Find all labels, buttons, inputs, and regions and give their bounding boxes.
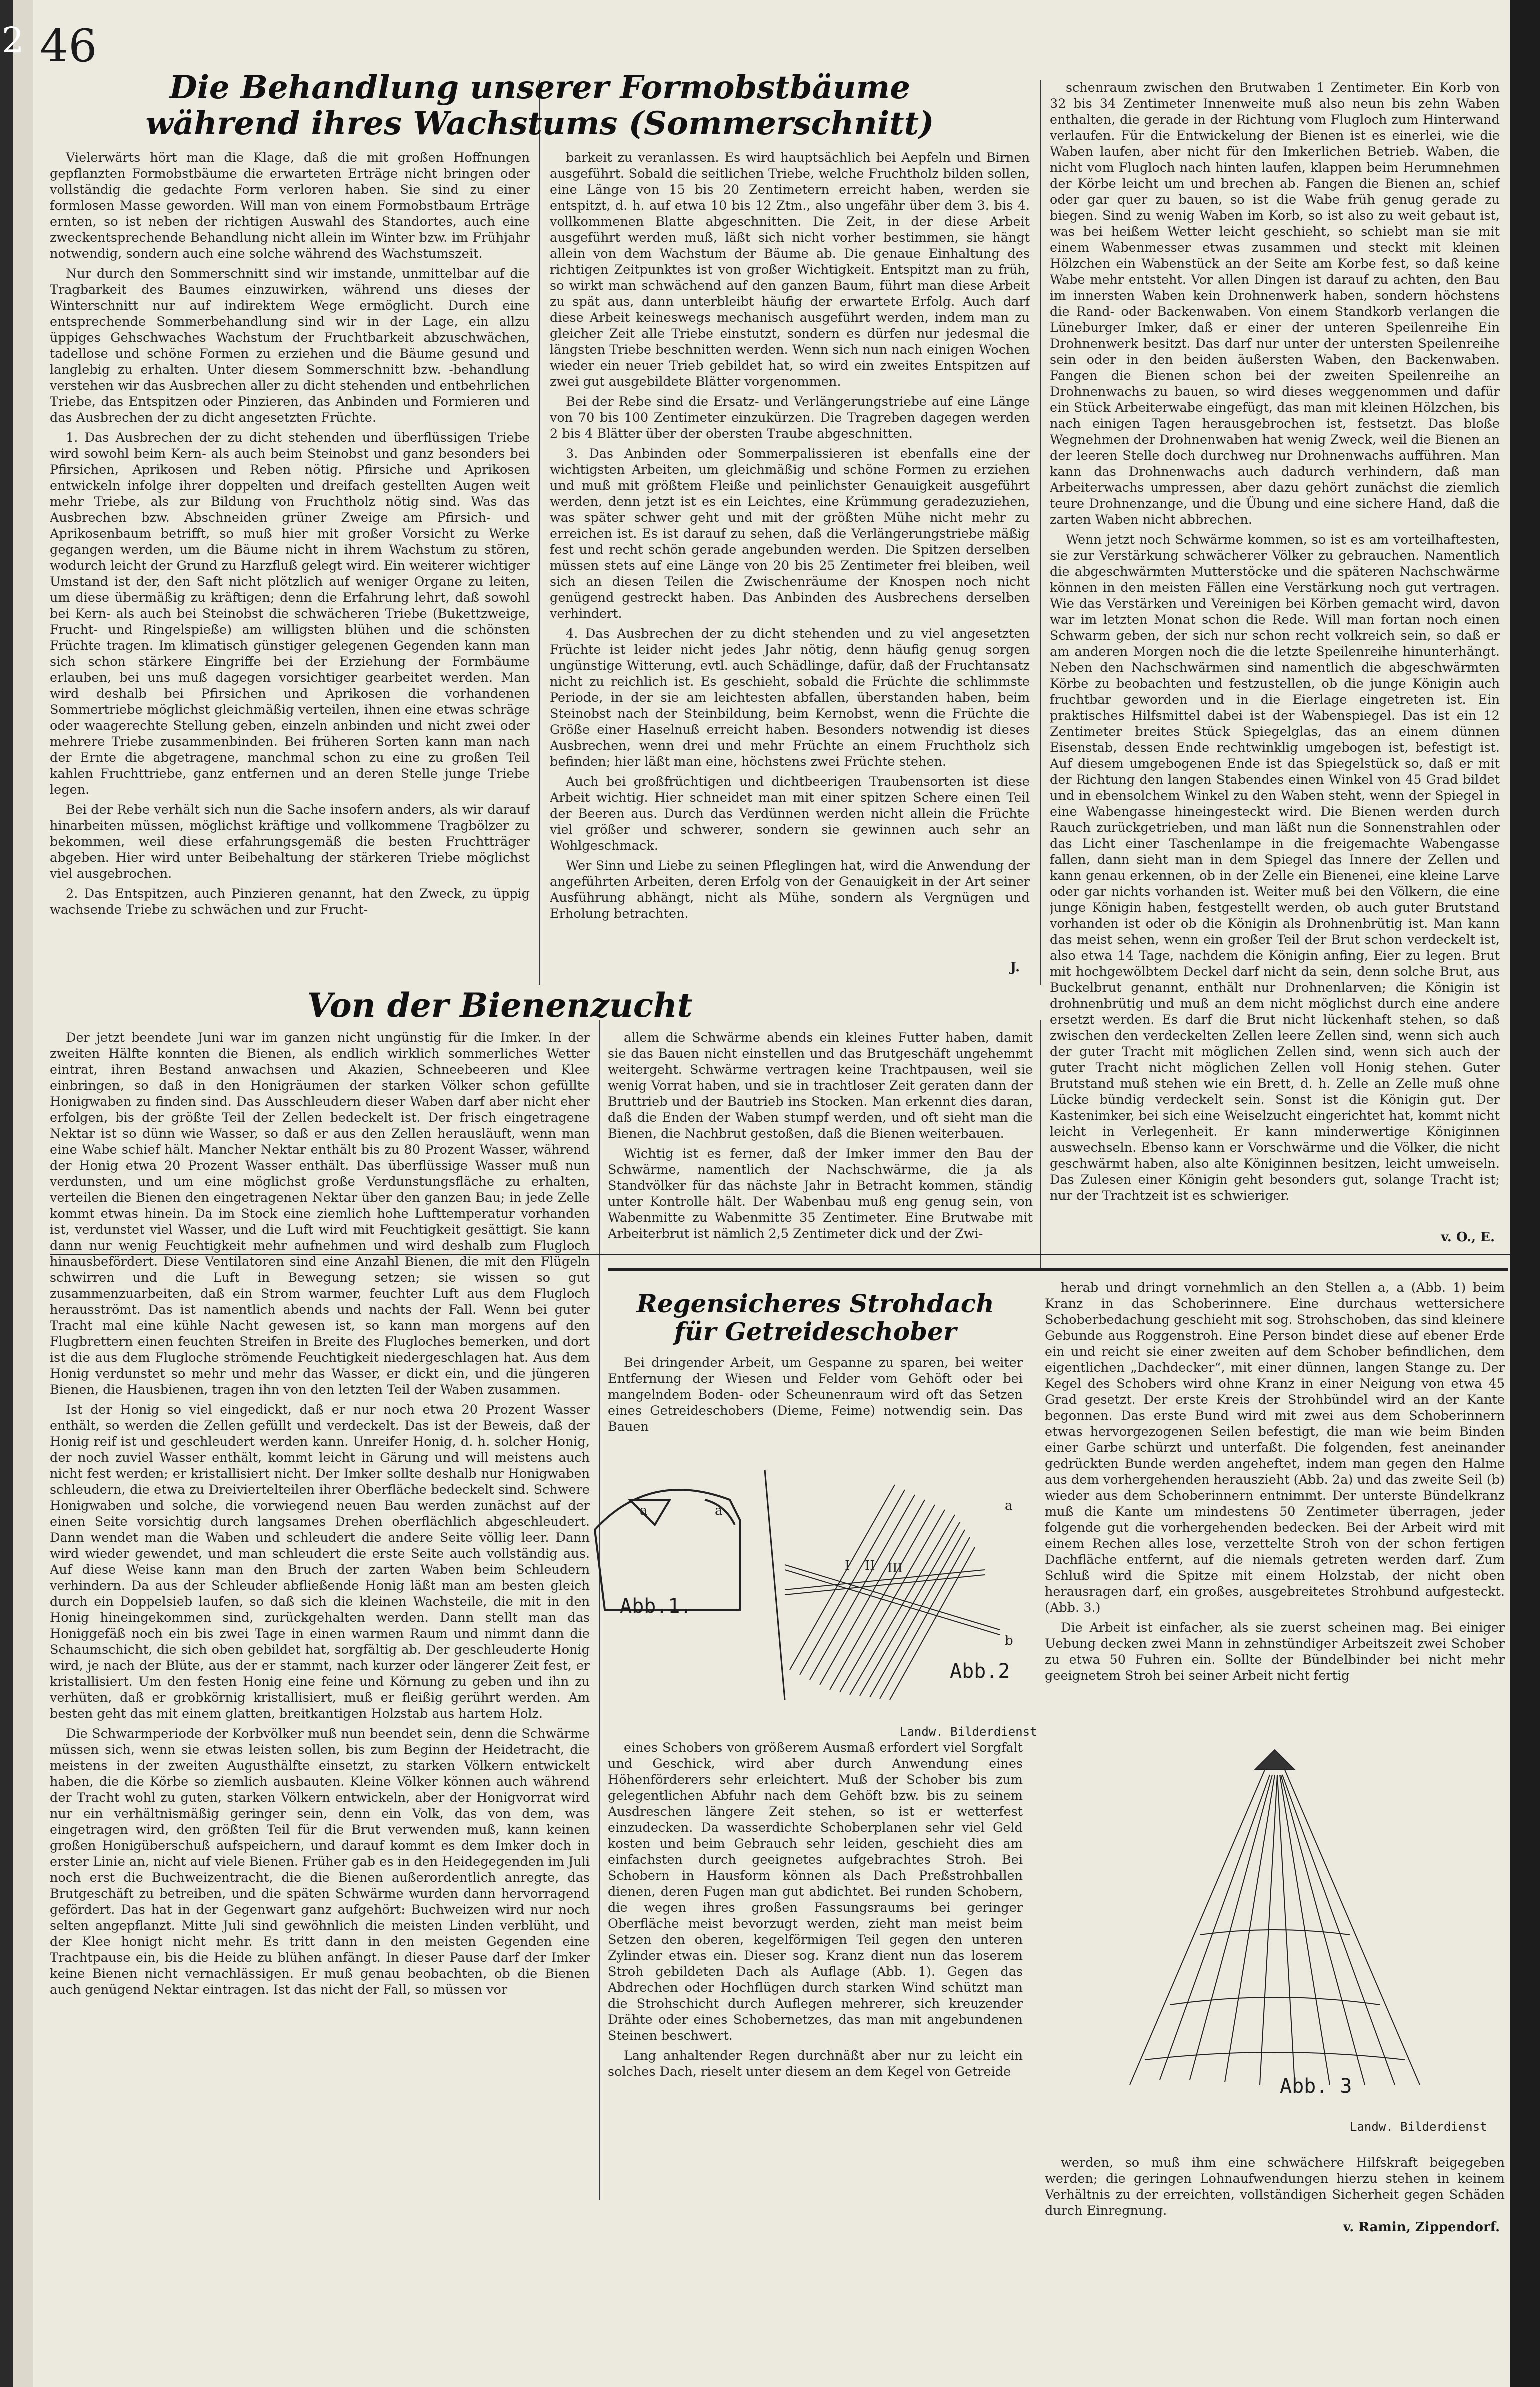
article1-column1 [50,150,530,990]
abb1-schober-outline [595,1490,740,1610]
article1-paragraph: barkeit zu veranlassen. Es wird hauptsächlich bei Aepfeln und Birnen ausgeführt. Sobald die seitlichen Triebe, welche Fruchtholz bilden sollen, eine Länge von 15 bis 20 Zentimetern erreicht haben, werden sie entspitzt, d. h. auf etwa 10 bis 12 Ztm., also ungefähr über dem 3. bis 4. vollkommenen Blatte abgeschnitten. Die Zeit, in der diese Arbeit ausgeführt werden muß, läßt sich nicht vorher bestimmen, sie hängt allein von dem Wachstum der Bäume ab. Die genaue Einhaltung des richtigen Zeitpunktes ist von großer Wichtigkeit. Entspitzt man zu früh, so wirkt man schwächend auf den ganzen Baum, führt man diese Arbeit zu spät aus, dann unterbleibt häufig der erwartete Erfolg. Auch darf diese Arbeit keineswegs mechanisch ausgeführt werden, indem man zu gleicher Zeit alle Triebe einstutzt, sondern es dürfen nur jedesmal die längsten Triebe beschnitten werden. Wenn sich nun nach einigen Wochen wieder ein neuer Trieb gebildet hat, so wird ein zweites Entspitzen auf zwei gut ausgebildete Blätter vorgenommen. [550,150,1030,390]
article1-paragraph: Bei der Rebe verhält sich nun die Sache insofern anders, als wir darauf hinarbeiten müssen, möglichst kräftige und vollkommene Tragbölzer zu bekommen, weil diese erfahrungsgemäß die besten Fruchtträger abgeben. Hier wird unter Beibehaltung der stärkeren Triebe möglichst viel ausgebrochen. [50,802,530,882]
article1-paragraph: 1. Das Ausbrechen der zu dicht stehenden und überflüssigen Triebe wird sowohl beim Kern- als auch beim Steinobst und ganz besonders bei Pfirsichen, Aprikosen und Reben nötig. Pfirsiche und Aprikosen entwickeln infolge ihrer doppelten und dreifach gestellten Augen weit mehr Triebe, als zur Bildung von Fruchtholz nötig sind. Was das Ausbrechen bzw. Abschneiden grüner Zweige am Pfirsich- und Aprikosenbaum betrifft, so muß hier mit großer Vorsicht zu Werke gegangen werden, um die Bäume nicht in ihrem Wachstum zu stören, wodurch leicht der Grund zu Harzfluß gelegt wird. Ein weiterer wichtiger Umstand ist der, den Saft nicht plötzlich auf weniger Organe zu leiten, um diese übermäßig zu kräftigen; denn die Erfahrung lehrt, daß sowohl bei Kern- als auch bei Steinobst die schwächeren Triebe (Bukettzweige, Frucht- und Ringelspieße) am willigsten blühen und die schönsten Früchte tragen. Im klimatisch günstiger gelegenen Gegenden kann man sich schon stärkere Eingriffe bei der Erziehung der Formbäume erlauben, bei uns muß dagegen vorsichtiger gearbeitet werden. Man wird deshalb bei Pfirsichen und Aprikosen die vorhandenen Sommertriebe möglichst gleichmäßig verteilen, ihnen eine etwas schräge oder waagerechte Stellung geben, einzeln anbinden und nicht zwei oder mehrere Triebe zusammenbinden. Bei früheren Sorten kann man nach der Ernte die abgetragene, manchmal schon zu eine zu großen Teil kahlen Fruchttriebe, ganz entfernen und an deren Stelle junge Triebe legen. [50,430,530,798]
article3-headline [608,1290,1023,1346]
section-divider-bold [608,1268,1508,1271]
svg-text:II: II [865,1558,876,1574]
article3-paragraph: Die Arbeit ist einfacher, als sie zuerst scheinen mag. Bei einiger Uebung decken zwei Mann in zehnstündiger Arbeitszeit zwei Schober zu etwa 50 Fuhren ein. Sollte der Bündelbinder bei nicht mehr geeignetem Stroh bei seiner Arbeit nicht fertig [1045,1620,1505,1684]
article2-column2 [608,1030,1033,1240]
abb2-credit: Landw. Bilderdienst [900,1725,1038,1739]
article3-paragraph: werden, so muß ihm eine schwächere Hilfskraft beigegeben werden; die geringen Lohnaufwendungen hierzu stehen in keinem Verhältnis zu der erreichten, vollständigen Sicherheit gegen Schäden durch Einregnung. [1045,2156,1505,2218]
article2-paragraph: schenraum zwischen den Brutwaben 1 Zentimeter. Ein Korb von 32 bis 34 Zentimeter Innenweite muß also neun bis zehn Waben enthalten, die gerade in der Richtung vom Flugloch zum Hinterwand verlaufen. Für die Entwickelung der Bienen ist es einerlei, wie die Waben laufen, aber nicht für den Imkerlichen Betrieb. Waben, die nicht vom Flugloch nach hinten laufen, klappen beim Herumnehmen der Körbe leicht um und brechen ab. Fangen die Bienen an, schief oder gar quer zu bauen, so ist die Wabe früh genug gerade zu biegen. Sind zu wenig Waben im Korb, so ist also zu weit gebaut ist, was bei heißem Wetter leicht geschieht, so schiebt man sie mit einem Wabenmesser etwas zusammen und steckt mit kleinen Hölzchen ein Wabenstück an der Seite am Korbe fest, so daß keine Wabe mehr entsteht. Vor allen Dingen ist darauf zu achten, den Bau im innersten Waben kein Drohnenwerk haben, sondern höchstens die Rand- oder Backenwaben. Von einem Standkorb verlangen die Lüneburger Imker, daß er einer der unteren Speilenreihe Ein Drohnenwerk besitzt. Das darf nur unter der untersten Speilenreihe sein oder in den beiden äußersten Waben, den Backenwaben. Fangen die Bienen schon bei der zweiten Speilenreihe an Drohnenwachs zu bauen, so wird dieses weggenommen und dafür ein Stück Arbeiterwabe eingefügt, das man mit kleinen Hölzchen, bis nach einigen Tagen herausgebrochen ist, festsetzt. Das bloße Wegnehmen der Drohnenwaben hat wenig Zweck, weil die Bienen an der leeren Stelle doch durchweg nur Drohnenwachs aufführen. Man kann das Drohnenwachs auch dadurch verhindern, daß man Arbeiterwachs umpressen, aber dazu gehört zunächst die ziemlich teure Drohnenzange, und die Übung und eine sichere Hand, daß die zarten Waben nicht abbrechen. [1050,80,1500,528]
article1-title-line1: Die Behandlung unserer Formobstbäume [170,69,910,106]
article2-column3 [1050,80,1500,1225]
article3-closing [1045,2155,1505,2220]
article2-column1 [50,1030,590,2220]
abb3-thatched-schober [1130,1750,1420,2085]
article1-paragraph: Bei der Rebe sind die Ersatz- und Verlängerungstriebe auf eine Länge von 70 bis 100 Zentimeter einzukürzen. Die Tragreben dagegen werden 2 bis 4 Blätter über der obersten Traube abgeschnitten. [550,394,1030,442]
article1-paragraph: 2. Das Entspitzen, auch Pinzieren genannt, hat den Zweck, zu üppig wachsende Triebe zu schwächen und zur Frucht- [50,886,530,918]
article2-paragraph: Die Schwarmperiode der Korbvölker muß nun beendet sein, denn die Schwärme müssen sich, wenn sie etwas leisten sollen, bis zum Beginn der Heidetracht, die meistens in der zweiten Augusthälfte einsetzt, zu starken Völkern entwickelt haben, die die Körbe so ziemlich ausbauten. Kleine Völker können auch während der Tracht wohl zu guten, starken Völkern entwickeln, aber der Honigvorrat wird nur ein verhältnismäßig geringer sein, denn ein Volk, das von dem, was eingetragen wird, den größten Teil für die Brut verwenden muß, kann keinen großen Honigüberschuß aufspeichern, und darauf kommt es dem Imker doch in erster Linie an, nicht auf viele Bienen. Früher gab es in den Heidegegenden im Juli noch erst die Buchweizentracht, die die Bienen außerordentlich anregte, das Brutgeschäft zu betreiben, und die späten Schwärme wurden dann hervorragend gefördert. Das hat in der Gegenwart ganz aufgehört: Buchweizen wird nur noch selten angepflanzt. Mitte Juli sind gewöhnlich die meisten Linden verblüht, und der Klee honigt nicht mehr. Es tritt dann in den meisten Gegenden eine Trachtpause ein, bis die Heide zu blühen anfängt. In dieser Pause darf der Imker keine Bienen nicht vernachlässigen. Er muß genau beobachten, ob die Bienen auch genügend Nektar eintragen. Ist das nicht der Fall, so müssen vor [50,1726,590,1998]
article1-paragraph: 4. Das Ausbrechen der zu dicht stehenden und zu viel angesetzten Früchte ist leider nicht jedes Jahr nötig, denn häufig genug sorgen ungünstige Witterung, evtl. auch Schädlinge, dafür, daß der Fruchtansatz nicht zu reichlich ist. Es geschieht, sobald die Früchte die schlimmste Periode, in der sie am leichtesten abfallen, überstanden haben, beim Steinobst nach der Steinbildung, beim Kernobst, wenn die Früchte die Größe einer Haselnuß erreicht haben. Besonders notwendig ist dieses Ausbrechen, wenn drei und mehr Früchte an einem Fruchtholz sich befinden; hier läßt man eine, höchstens zwei Früchte stehen. [550,626,1030,770]
page-number-left: 2 [2,20,24,61]
article2-paragraph: Wichtig ist es ferner, daß der Imker immer den Bau der Schwärme, namentlich der Nachschwärme, die ja als Standvölker für das nächste Jahr in Betracht kommen, ständig unter Kontrolle hält. Der Wabenbau muß eng genug sein, von Wabenmitte zu Wabenmitte 35 Zentimeter. Eine Brutwabe mit Arbeiterbrut ist nämlich 2,5 Zentimeter dick und der Zwi- [608,1146,1033,1240]
article2-headline: Von der Bienenzucht [307,986,693,1025]
page-edge-right [1510,0,1540,2387]
svg-text:a: a [640,1504,648,1518]
article3-column1 [608,1740,1023,2200]
article2-paragraph: Ist der Honig so viel eingedickt, daß er nur noch etwa 20 Prozent Wasser enthält, so werden die Zellen gefüllt und verdeckelt. Das ist der Beweis, daß der Honig reif ist und geschleudert werden kann. Unreifer Honig, d. h. solcher Honig, der noch zuviel Wasser enthält, kommt leicht in Gärung und will meistens auch nicht fest werden; er kristallisiert nicht. Der Imker sollte deshalb nur Honigwaben schleudern, die etwa zu Dreiviertelteilen ihrer Oberfläche bedeckelt sind. Schwere Honigwaben und solche, die vorwiegend neuen Bau werden zunächst auf der einen Seite vorsichtig durch langsames Drehen oberflächlich abgeschleudert. Dann wendet man die Waben und schleudert die andere Seite völlig leer. Dann wird wieder gewendet, und man schleudert die erste Seite auch vollständig aus. Auf diese Weise kann man den Bruch der zarten Waben beim Schleudern verhindern. Da aus der Schleuder abfließende Honig läßt man am besten gleich durch ein Doppelsieb laufen, so daß sich die kleinen Wachsteile, die mit in den Honig hineingekommen sind, zurückgehalten werden. Dann stellt man das Honiggefäß noch ein bis zwei Tage in einen warmen Raum und nimmt dann die Schaumschicht, die sich oben gebildet hat, sorgfältig ab. Der geschleuderte Honig wird, je nach der Blüte, aus der er stammt, nach kurzer oder längerer Zeit fest, er kristallisiert. Um den festen Honig eine feine und Körnung zu geben und ihn zu verhüten, daß er grobkörnig kristallisiert, muß er fleißig gerührt werden. Am besten geht das mit einem glatten, breitkantigen Holzstab aus hartem Holz. [50,1402,590,1722]
article1-title-line2: während ihres Wachstums (Sommerschnitt) [146,104,934,142]
figure-abb3 [1100,1735,1450,2135]
article1-paragraph: Vielerwärts hört man die Klage, daß die mit großen Hoffnungen gepflanzten Formobstbäume die erwarteten Erträge nicht bringen oder vollständig die gedachte Form verloren haben. Sie sind zu einer formlosen Masse geworden. Will man von einem Formobstbaum Erträge ernten, so ist neben der richtigen Auswahl des Standortes, auch eine zweckentsprechende Behandlung nicht allein im Winter bzw. im Frühjahr notwendig, sondern auch eine solche während des Wachstumszeit. [50,150,530,262]
svg-text:a: a [715,1504,723,1518]
article3-paragraph: herab und dringt vornehmlich an den Stellen a, a (Abb. 1) beim Kranz in das Schoberinnere. Eine durchaus wettersichere Schoberbedachung geschieht mit sog. Strohschoben, das sind kleinere Gebunde aus Roggenstroh. Eine Person bindet diese auf ebener Erde ein und reicht sie einer zweiten auf dem Schober befindlichen, dem eigentlichen „Dachdecker“, mit einer dünnen, langen Stange zu. Der Kegel des Schobers wird ohne Kranz in einer Neigung von etwa 45 Grad gesetzt. Der erste Kreis der Strohbündel wird an der Kante begonnen. Das erste Bund wird mit zwei aus dem Schoberinnern etwas hervorgezogenen Seilen befestigt, die man wie beim Binden einer Garbe schürzt und unterfaßt. Die folgenden, fest aneinander gedrückten Bunde werden angeheftet, indem man gegen den Halme aus dem vorhergehenden herauszieht (Abb. 2a) und das zweite Seil (b) wieder aus dem Schoberinnern entnimmt. Der unterste Bündelkranz muß die Kante um mindestens 50 Zentimeter überragen, jeder folgende gut die vorhergehenden bedecken. Bei der Arbeit wird mit einem Rechen alles lose, verzettelte Stroh von der schon fertigen Dachfläche entfernt, auf die niemals getreten werden darf. Zum Schluß wird die Spitze mit einem Holzstab, der nicht oben herausragen darf, ein großes, ausgebreitetes Strohbund aufgesteckt. (Abb. 3.) [1045,1280,1505,1616]
abb3-label: Abb. 3 [1280,2075,1352,2098]
article1-paragraph: 3. Das Anbinden oder Sommerpalissieren ist ebenfalls eine der wichtigsten Arbeiten, um gleichmäßig und schöne Formen zu erziehen und muß mit größtem Fleiße und peinlichster Genauigkeit ausgeführt werden, denn jetzt ist es ein Leichtes, eine Krümmung geradezuziehen, was später schwer geht und mit der größten Mühe nicht mehr zu erreichen ist. Es ist darauf zu sehen, daß die Verlängerungstriebe mäßig fest und recht schön gerade angebunden werden. Die Spitzen derselben müssen stets auf eine Länge von 20 bis 25 Zentimeter frei bleiben, weil sich an diesen Teilen die Zwischenräume der Knospen noch nicht genügend gestreckt haben. Das Anbinden des Ausbrechens derselben verhindert. [550,446,1030,622]
article2-paragraph: Der jetzt beendete Juni war im ganzen nicht ungünstig für die Imker. In der zweiten Hälfte konnten die Bienen, als endlich wirklich sommerliches Wetter eintrat, ihren Bestand anwachsen und Akazien, Schneebeeren und Klee einbringen, so daß in den Honigräumen der starken Völker schon gefüllte Honigwaben zu finden sind. Das Ausschleudern dieser Waben darf aber nicht eher erfolgen, bis der größte Teil der Zellen bedeckelt ist. Der frisch eingetragene Nektar ist so dünn wie Wasser, so daß er aus den Zellen herausläuft, wenn man eine Wabe schief hält. Mancher Nektar enthält bis zu 80 Prozent Wasser, während der Honig etwa 20 Prozent Wasser enthält. Das überflüssige Wasser muß nun verdunsten, und um eine möglichst große Verdunstungsfläche zu erhalten, verteilen die Bienen den eingetragenen Nektar über den ganzen Bau; in jede Zelle kommt etwas hinein. Da im Stock eine ziemlich hohe Lufttemperatur vorhanden ist, verdunstet viel Wasser, und die Luft wird mit Feuchtigkeit gesättigt. Sie kann dann nur wenig Feuchtigkeit mehr aufnehmen und wird deshalb zum Flugloch hinausbefördert. Diese Ventilatoren sind eine Anzahl Bienen, die mit den Flügeln schwirren und die Luft in Bewegung setzen; sie wissen so gut zusammenzuarbeiten, daß ein Strom warmer, feuchter Luft aus dem Flugloch herausströmt. Das ist namentlich abends und nachts der Fall. Wenn bei guter Tracht mal eine kühle Nacht gewesen ist, so kann man morgens auf den Flugbrettern einen feuchten Streifen in Breite des Flugloches bemerken, und dort ist die aus dem Flugloche strömende Feuchtigkeit niedergeschlagen hat. Aus dem Honig verdunstet so mehr und mehr das Wasser, er dickt ein, und die jüngeren Bienen, die Hausbienen, tragen ihn von den letzten Teil der Waben zusammen. [50,1030,590,1398]
article1-signature: J. [1010,960,1020,975]
article3-paragraph: Bei dringender Arbeit, um Gespanne zu sparen, bei weiter Entfernung der Wiesen und Felder vom Gehöft oder bei mangelndem Boden- oder Scheunenraum wird oft das Setzen eines Getreideschobers (Dieme, Feime) notwendig sein. Das Bauen [608,1356,1023,1434]
article3-column2 [1045,1280,1505,1730]
article1-column2 [550,150,1030,970]
article3-title-line1: Regensicheres Strohdach [636,1289,994,1318]
article1-headline [60,70,1020,142]
article3-paragraph: eines Schobers von größerem Ausmaß erfordert viel Sorgfalt und Geschick, wird aber durch Anwendung eines Höhenförderers sehr erleichtert. Muß der Schober bis zum gelegentlichen Abfuhr nach dem Gehöft bzw. bis zu seinem Ausdreschen längere Zeit stehen, so ist er wetterfest einzudecken. Da wasserdichte Schoberplanen sehr viel Geld kosten und beim Gebrauch sehr leiden, geschieht dies am einfachsten durch geeignetes aufgebrachtes Stroh. Bei Schobern in Hausform können als Dach Preßstrohballen dienen, deren Fugen man gut abdichtet. Bei runden Schobern, die wegen ihres großen Fassungsraums bei geringer Oberfläche meist bevorzugt werden, zieht man meist beim Setzen den oberen, kegelförmigen Teil gegen den unteren Zylinder etwas ein. Dieser sog. Kranz dient nun das loserem Stroh gebildeten Dach als Auflage (Abb. 1). Gegen das Abdrechen oder Hochflügen durch starken Wind schützt man die Strohschicht durch Auflegen mehrerer, sich kreuzender Drähte oder eines Schobernetzes, das man mit angebundenen Steinen beschwert. [608,1740,1023,2044]
svg-text:I: I [845,1558,850,1574]
article3-signature: v. Ramin, Zippendorf. [1343,2220,1500,2235]
page-gutter [13,0,33,2387]
column-rule [1040,80,1042,985]
page-number: 46 [40,20,98,72]
abb2-label: Abb.2 [950,1660,1010,1683]
article2-paragraph: allem die Schwärme abends ein kleines Futter haben, damit sie das Bauen nicht einstellen und das Brutgeschäft ungehemmt weitergeht. Schwärme vertragen keine Trachtpausen, weil sie wenig Vorrat haben, und sie in trachtloser Zeit geraten dann der Bruttrieb und der Bautrieb ins Stocken. Man erkennt dies daran, daß die Enden der Waben stumpf werden, und oft sieht man die Bienen, die Nachbrut gestoßen, daß die Bienen weiterbauen. [608,1030,1033,1142]
svg-text:b: b [1005,1634,1014,1648]
article1-paragraph: Wer Sinn und Liebe zu seinen Pfleglingen hat, wird die Anwendung der angeführten Arbeiten, deren Erfolg von der Genauigkeit in der Art seiner Ausführung abhängt, nicht als Mühe, sondern als Vergnügen und Erholung betrachten. [550,858,1030,922]
svg-text:III: III [888,1561,903,1576]
article3-paragraph: Lang anhaltender Regen durchnäßt aber nur zu leicht ein solches Dach, rieselt unter diesem an dem Kegel von Getreide [608,2048,1023,2080]
abb3-credit: Landw. Bilderdienst [1350,2120,1488,2134]
abb1-label: Abb.1. [620,1595,692,1618]
page-edge-left [0,0,13,2387]
article1-paragraph: Auch bei großfrüchtigen und dichtbeerigen Traubensorten ist diese Arbeit wichtig. Hier schneidet man mit einer spitzen Schere einen Teil der Beeren aus. Durch das Verdünnen werden nicht allein die Früchte viel größer und schwerer, sondern sie gewinnen auch sehr an Wohlgeschmack. [550,774,1030,854]
article2-signature: v. O., E. [1441,1230,1495,1245]
article1-paragraph: Nur durch den Sommerschnitt sind wir imstande, unmittelbar auf die Tragbarkeit des Baumes einzuwirken, während uns dieses der Winterschnitt nur auf indirektem Wege ermöglicht. Durch eine entsprechende Sommerbehandlung sind wir in der Lage, ein allzu üppiges Gehschwaches Wachstum der Fruchtbarkeit abzuschwächen, tadellose und schöne Formen zu erziehen und die Bäume gesund und langlebig zu erhalten. Unter diesem Sommerschnitt bzw. -behandlung verstehen wir das Ausbrechen aller zu dicht stehenden und entbehrlichen Triebe, das Entspitzen oder Pinzieren, das Anbinden und Formieren und das Ausbrechen der zu dicht angesetzten Früchte. [50,266,530,426]
article2-paragraph: Wenn jetzt noch Schwärme kommen, so ist es am vorteilhaftesten, sie zur Verstärkung schwächerer Völker zu gebrauchen. Namentlich die abgeschwärmten Mutterstöcke und die späteren Nachschwärme können in den meisten Fällen eine Verstärkung noch gut vertragen. Wie das Verstärken und Vereinigen bei Körben gemacht wird, davon war im letzten Monat schon die Rede. Will man fortan noch einen Schwarm geben, der sich nur schon recht volkreich sein, so daß er am anderen Morgen noch die die letzte Speilenreihe hinunterhängt. Neben den Nachschwärmen sind namentlich die abgeschwärmten Körbe zu beobachten und festzustellen, ob die junge Königin auch fruchtbar geworden und in die Eierlage eingetreten ist. Ein praktisches Hilfsmittel dabei ist der Wabenspiegel. Das ist ein 12 Zentimeter breites Stück Spiegelglas, das an einem dünnen Eisenstab, dessen Ende rechtwinklig umgebogen ist, befestigt ist. Auf diesem umgebogenen Ende ist das Spiegelstück so, daß er mit der Richtung den langen Stabendes einen Winkel von 45 Grad bildet und in ebensolchem Winkel zu den Waben steht, wenn der Spiegel in eine Wabengasse hineingesteckt wird. Die Bienen werden durch Rauch zurückgetrieben, und man läßt nun die Sonnenstrahlen oder das Licht einer Taschenlampe in die freigemachte Wabengasse fallen, dann sieht man in dem Spiegel das Innere der Zellen und kann genau erkennen, ob in der Zelle ein Bienenei, eine kleine Larve oder gar nichts vorhanden ist. Weiter muß bei den Völkern, die eine junge Königin haben, festgestellt werden, ob auch guter Brutstand vorhanden ist oder ob die Königin als Drohnenbrütig ist. Man kann das meist sehen, wenn ein großer Teil der Brut schon verdeckelt ist, also etwa 14 Tage, nachdem die Königin anfing, Eier zu legen. Brut mit hochgewölbtem Deckel darf nicht da sein, denn solche Brut, aus Buckelbrut genannt, enthält nur Drohnenlarven; die Königin ist drohnenbrütig und muß an dem nicht möglichst durch eine andere ersetzt werden. Es darf die Brut nicht lückenhaft stehen, so daß zwischen den verdeckelten Zellen leere Zellen sind, wenn sich auch der guter Tracht mit möglichen Zellen sind, wenn sich auch der guter Tracht nicht möglichen Zellen voll Honig stehen. Guter Brutstand muß stehen wie ein Brett, d. h. Zelle an Zelle muß ohne Lücke bündig verdeckelt sein. Sonst ist die Königin gut. Der Kastenimker, bei sich eine Weiselzucht eingerichtet hat, kommt nicht leicht in Verlegenheit. Er kann minderwertige Königinnen auswechseln. Ebenso kann er Vorschwärme und die Völker, die nicht geschwärmt haben, also alte Königinnen besitzen, leicht umweiseln. Das Zulesen einer Königin geht besonders gut, solange Tracht ist; nur der Trachtzeit ist es schwieriger. [1050,532,1500,1204]
column-rule [1040,1020,1042,1270]
svg-text:a: a [1005,1498,1013,1514]
article3-title-line2: für Getreideschober [674,1317,957,1346]
column-rule [539,80,540,985]
